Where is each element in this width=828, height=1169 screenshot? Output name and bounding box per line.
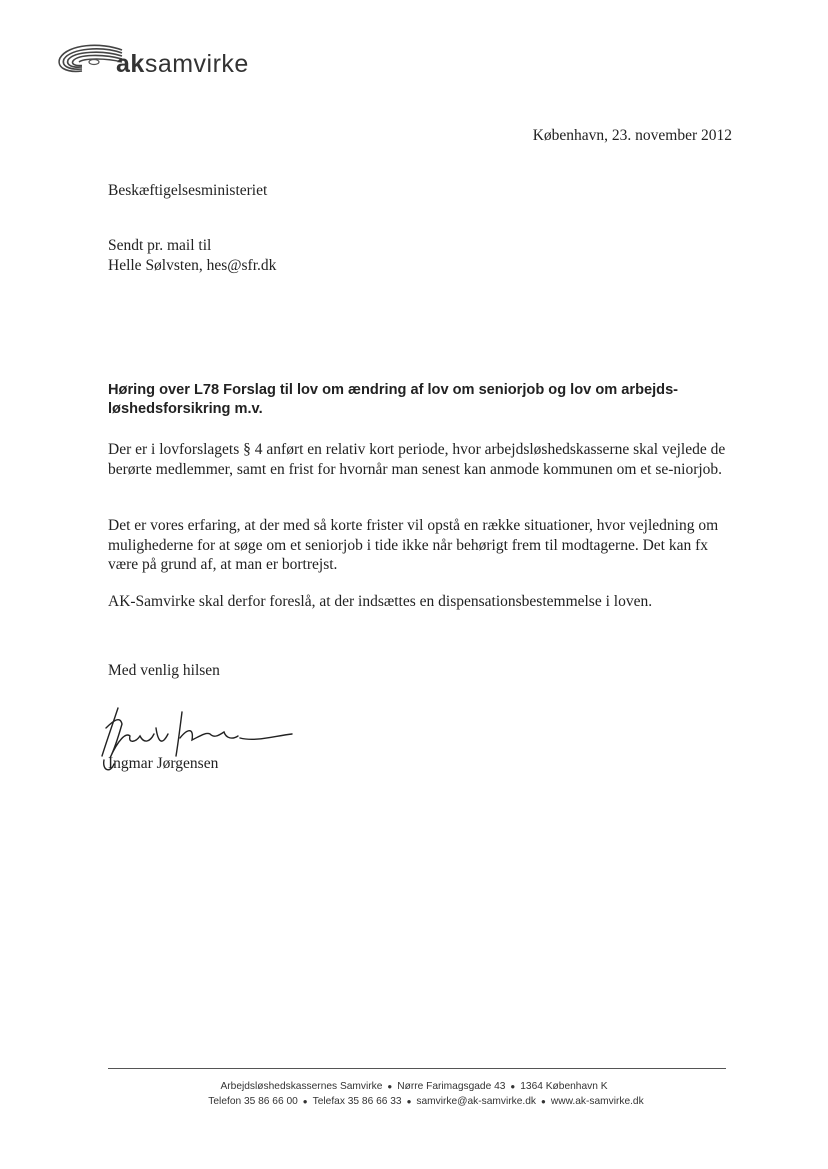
footer-address xyxy=(0,1081,828,1092)
paragraph-2: Det er vores erfaring, at der med så korte frister vil opstå en række situationer, hvor vejledning om mulighederne for at søge om et seniorjob i tide ikke når behørigt frem til modtagerne. Det kan fx være på grund af, at man er bortrejst. xyxy=(108,517,719,573)
footer-divider xyxy=(108,1068,726,1069)
footer-fax: Telefax 35 86 66 33 xyxy=(312,1096,402,1107)
footer-email-link[interactable]: samvirke@ak-samvirke.dk xyxy=(416,1096,537,1107)
bullet-icon: ● xyxy=(510,1082,516,1091)
footer-street: Nørre Farimagsgade 43 xyxy=(397,1081,506,1092)
bullet-icon: ● xyxy=(302,1097,308,1106)
logo xyxy=(56,40,266,90)
footer-phone: Telefon 35 86 66 00 xyxy=(208,1096,298,1107)
footer-website-link[interactable]: www.ak-samvirke.dk xyxy=(550,1096,644,1107)
bullet-icon: ● xyxy=(387,1082,393,1091)
logo-wordmark: aksamvirke xyxy=(116,50,249,78)
sent-line-2: Helle Sølvsten, hes@sfr.dk xyxy=(108,256,277,274)
footer-org: Arbejdsløshedskassernes Samvirke xyxy=(220,1081,383,1092)
paragraph-3: AK-Samvirke skal derfor foreslå, at der indsættes en dispensationsbestemmelse i loven. xyxy=(108,593,653,610)
closing: Med venlig hilsen xyxy=(108,662,220,679)
signer-name: Ingmar Jørgensen xyxy=(108,755,219,772)
paragraph-1: Der er i lovforslagets § 4 anført en relativ kort periode, hvor arbejdsløshedskasserne skal vejlede de berørte medlemmer, samt en frist for hvornår man senest kan anmode kommunen om et se-niorjob. xyxy=(108,441,726,478)
recipient: Beskæftigelsesministeriet xyxy=(108,182,268,199)
letter-subject: Høring over L78 Forslag til lov om ændring af lov om seniorjob og lov om arbejds-løshedsforsikring m.v. xyxy=(108,382,679,417)
sent-by-mail xyxy=(108,236,276,275)
footer-contact xyxy=(0,1096,828,1107)
footer-city: 1364 København K xyxy=(520,1081,608,1092)
bullet-icon: ● xyxy=(406,1097,412,1106)
letter-date: København, 23. november 2012 xyxy=(532,127,732,144)
bullet-icon: ● xyxy=(541,1097,546,1106)
sent-line-1: Sendt pr. mail til xyxy=(108,237,212,254)
